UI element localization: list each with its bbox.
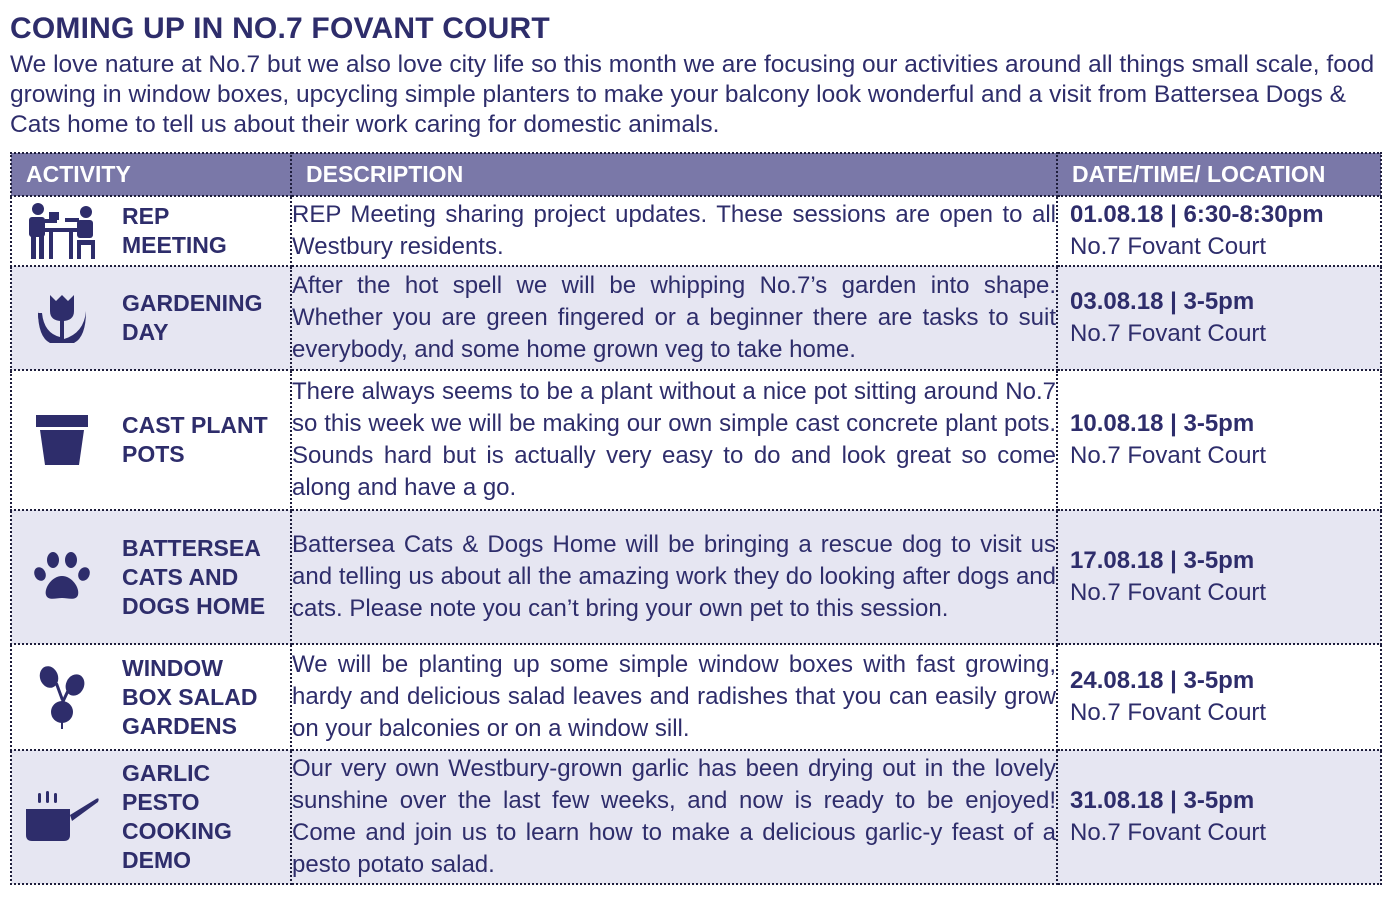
datetime-cell (1057, 370, 1381, 510)
table-row (11, 644, 1381, 750)
paw-icon (12, 552, 112, 602)
event-location: No.7 Fovant Court (1070, 233, 1267, 260)
event-date: 31.08.18 | 3-5pm (1070, 787, 1255, 814)
activity-name: GARLIC PESTO COOKING DEMO (122, 760, 232, 873)
column-header-activity: ACTIVITY (11, 153, 291, 196)
description-cell: Battersea Cats & Dogs Home will be bringing a rescue dog to visit us and telling us about all the amazing work they do looking after dogs and cats. Please note you can’t bring your own pet to this session. (291, 510, 1057, 644)
datetime-cell (1057, 266, 1381, 370)
activity-name: BATTERSEA CATS AND DOGS HOME (122, 534, 266, 619)
datetime-cell (1057, 196, 1381, 266)
table-row (11, 750, 1381, 884)
event-date: 10.08.18 | 3-5pm (1070, 410, 1255, 437)
event-location: No.7 Fovant Court (1070, 320, 1267, 347)
table-header-row (11, 153, 1381, 196)
activity-cell (11, 196, 291, 266)
plant-pot-icon (12, 413, 112, 467)
table-row (11, 196, 1381, 266)
description-cell: REP Meeting sharing project updates. These sessions are open to all Westbury residents. (291, 196, 1057, 266)
activity-cell (11, 266, 291, 370)
column-header-description: DESCRIPTION (291, 153, 1057, 196)
datetime-cell (1057, 510, 1381, 644)
meeting-icon (12, 202, 112, 260)
activity-cell (11, 370, 291, 510)
activity-schedule-table (10, 152, 1382, 885)
activity-cell (11, 750, 291, 884)
description-cell: We will be planting up some simple window boxes with fast growing, hardy and delicious salad leaves and radishes that you can easily grow on your balconies or on a window sill. (291, 644, 1057, 750)
description-cell: Our very own Westbury-grown garlic has been drying out in the lovely sunshine over the last few weeks, and now is ready to be enjoyed! Come and join us to learn how to make a delicious garlic-y feast of a pesto potato salad. (291, 750, 1057, 884)
description-cell: There always seems to be a plant without a nice pot sitting around No.7 so this week we will be making our own simple cast concrete plant pots. Sounds hard but is actually very easy to do and look great so come along and have a go. (291, 370, 1057, 510)
table-row (11, 266, 1381, 370)
tulip-icon (12, 293, 112, 343)
radish-icon (12, 665, 112, 729)
event-location: No.7 Fovant Court (1070, 699, 1267, 726)
saucepan-icon (12, 791, 112, 843)
event-date: 24.08.18 | 3-5pm (1070, 667, 1255, 694)
event-date: 01.08.18 | 6:30-8:30pm (1070, 201, 1324, 228)
intro-text: We love nature at No.7 but we also love city life so this month we are focusing our activities around all things small scale, food growing in window boxes, upcycling simple planters to make your balcony look wonderful and a visit from Battersea Dogs & Cats home to tell us about their work caring for domestic animals. (10, 51, 1375, 138)
description-cell: After the hot spell we will be whipping No.7’s garden into shape. Whether you are green fingered or a beginner there are tasks to suit everybody, and some home grown veg to take home. (291, 266, 1057, 370)
activity-cell (11, 644, 291, 750)
event-location: No.7 Fovant Court (1070, 579, 1267, 606)
page-title: COMING UP IN NO.7 FOVANT COURT (10, 12, 550, 45)
column-header-datetime: DATE/TIME/ LOCATION (1057, 153, 1381, 196)
table-row (11, 510, 1381, 644)
event-date: 03.08.18 | 3-5pm (1070, 288, 1255, 315)
activity-name: GARDENING DAY (122, 290, 263, 345)
datetime-cell (1057, 644, 1381, 750)
event-location: No.7 Fovant Court (1070, 442, 1267, 469)
datetime-cell (1057, 750, 1381, 884)
event-location: No.7 Fovant Court (1070, 819, 1267, 846)
activity-name: CAST PLANT POTS (122, 412, 268, 467)
event-date: 17.08.18 | 3-5pm (1070, 547, 1255, 574)
activity-name: WINDOW BOX SALAD GARDENS (122, 654, 258, 739)
table-row (11, 370, 1381, 510)
activity-cell (11, 510, 291, 644)
activity-name: REP MEETING (122, 203, 227, 258)
